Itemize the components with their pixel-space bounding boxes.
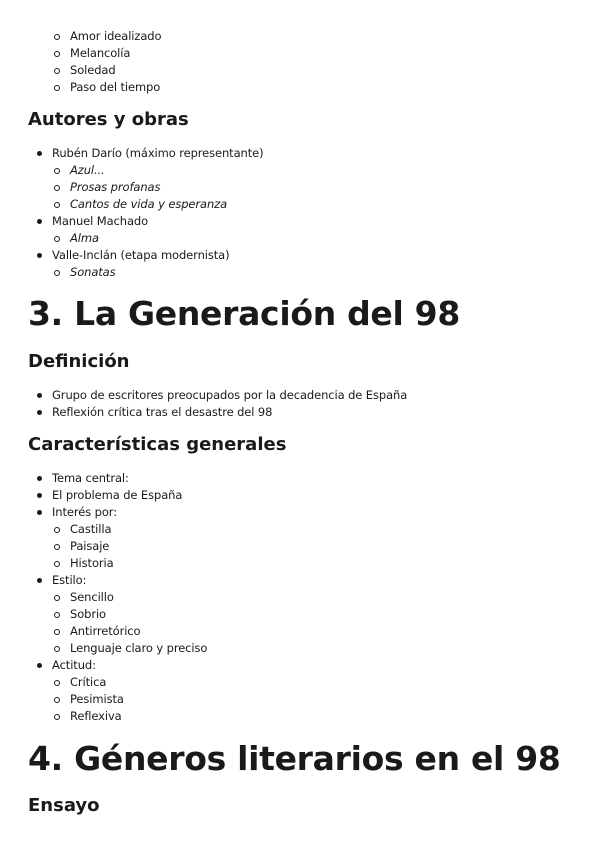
section3-title: 3. La Generación del 98 xyxy=(28,294,461,333)
author-label: Rubén Darío (máximo representante) xyxy=(52,146,264,160)
list-item: Sobrio xyxy=(28,606,588,623)
list-item: Amor idealizado xyxy=(28,28,588,45)
author-label: Manuel Machado xyxy=(52,214,149,228)
list-item: Historia xyxy=(28,555,588,572)
list-item xyxy=(28,145,588,162)
work-item: Azul... xyxy=(28,162,588,179)
list-item: Castilla xyxy=(28,521,588,538)
list-item: Interés por: xyxy=(28,504,588,521)
ensayo-heading: Ensayo xyxy=(28,795,100,816)
list-item: El problema de España xyxy=(28,487,588,504)
works-list xyxy=(28,264,588,281)
actitud-sublist xyxy=(28,674,588,725)
list-item: Paisaje xyxy=(28,538,588,555)
works-list xyxy=(28,162,588,213)
list-item: Grupo de escritores preocupados por la decadencia de España xyxy=(28,387,588,404)
list-item: Sencillo xyxy=(28,589,588,606)
list-item: Reflexión crítica tras el desastre del 98 xyxy=(28,404,588,421)
list-item: Actitud: xyxy=(28,657,588,674)
list-item: Melancolía xyxy=(28,45,588,62)
autores-list xyxy=(28,145,588,281)
caracteristicas-heading: Características generales xyxy=(28,434,287,455)
list-item xyxy=(28,247,588,264)
list-item: Tema central: xyxy=(28,470,588,487)
themes-list xyxy=(28,28,588,96)
interes-sublist xyxy=(28,521,588,572)
works-list xyxy=(28,230,588,247)
list-item: Soledad xyxy=(28,62,588,79)
definicion-list xyxy=(28,387,588,421)
list-item: Lenguaje claro y preciso xyxy=(28,640,588,657)
section4-title: 4. Géneros literarios en el 98 xyxy=(28,739,561,778)
work-item: Cantos de vida y esperanza xyxy=(28,196,588,213)
list-item: Paso del tiempo xyxy=(28,79,588,96)
autores-heading: Autores y obras xyxy=(28,109,189,130)
work-item: Sonatas xyxy=(28,264,588,281)
work-item: Prosas profanas xyxy=(28,179,588,196)
author-label: Valle-Inclán (etapa modernista) xyxy=(52,248,230,262)
definicion-heading: Definición xyxy=(28,351,130,372)
list-item: Antirretórico xyxy=(28,623,588,640)
caracteristicas-list xyxy=(28,470,588,725)
list-item: Pesimista xyxy=(28,691,588,708)
list-item: Estilo: xyxy=(28,572,588,589)
list-item: Reflexiva xyxy=(28,708,588,725)
work-item: Alma xyxy=(28,230,588,247)
list-item: Crítica xyxy=(28,674,588,691)
list-item xyxy=(28,213,588,230)
estilo-sublist xyxy=(28,589,588,657)
